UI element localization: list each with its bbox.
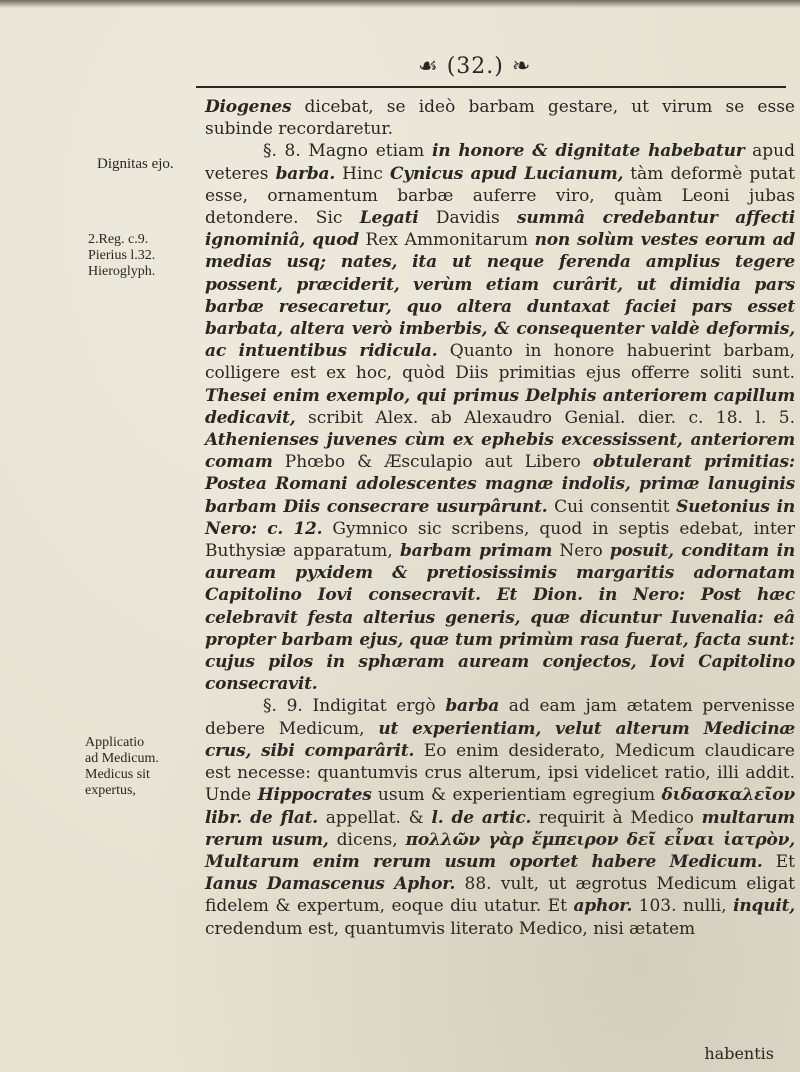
margin-note-dignitas: Dignitas ejo. [97, 156, 174, 172]
text-span: ut experientiam, velut alterum Medicinæ crus, sibi comparârit. [205, 718, 795, 761]
catchword: habentis [704, 1044, 774, 1063]
paragraph-section-8 [205, 140, 795, 695]
text-span: ad eam jam ætatem pervenisse debere Medicum, [205, 696, 795, 739]
text-span: Phœbo & Æsculapio aut Libero [272, 452, 593, 473]
text-span: obtulerant primitias: Postea Romani adolescentes magnæ indolis, primæ lanuginis barbam Diis consecrare usurpârunt. [205, 452, 795, 517]
main-text [205, 96, 795, 940]
margin-note-line: Applicatio [85, 735, 145, 750]
text-span: usum & experientiam egregium [371, 785, 662, 806]
text-span: requirit à Medico [531, 807, 702, 828]
margin-note-line: 2.Reg. c.9. [88, 232, 149, 247]
text-span: §. 8. Magno etiam [263, 141, 432, 162]
margin-note-references [88, 232, 198, 280]
text-span: Cynicus apud Lucianum, [389, 163, 624, 184]
margin-note-line: ad Medicum. [85, 751, 159, 766]
text-span: appellat. & [318, 807, 432, 828]
text-span: Multarum enim rerum usum oportet habere Medicum. [205, 851, 763, 872]
text-span: non solùm vestes eorum ad medias usq; nates, ita ut neque ferenda amplius tegere possent, præciderit, verùm etiam curârit, ut dimidia pars barbæ resecaretur, quo altera duntaxat faciei pars esset barbata, altera verò imberbis, & consequenter valdè deformis, ac intuentibus ridicula. [205, 230, 795, 362]
text-span: Quanto in honore habuerint barbam, colligere est ex hoc, quòd Diis primitias ejus offerre soliti sunt. [205, 341, 796, 384]
text-span: §. 9. Indigitat ergò [263, 696, 446, 717]
text-span: Cui consentit [547, 496, 677, 517]
text-span: in honore & dignitate habebatur [431, 141, 745, 162]
text-span: 103. nulli, [632, 896, 734, 917]
text-span: Hippocrates [257, 785, 372, 806]
text-span: Legati [359, 208, 419, 229]
text-span: inquit, [733, 896, 795, 917]
paragraph-section-9 [205, 695, 795, 939]
text-span: multarum rerum usum, [205, 807, 795, 850]
text-span: posuit, conditam in auream pyxidem & pretiosissimis margaritis adornatam Capitolino Iovi consecravit. Et Dion. in Nero: Post hæc celebravit festa alterius generis, quæ dicuntur Iuvenalia: eâ propter barbam ejus, quæ tum primùm rasa fuerat, facta sunt: cujus pilos in sphæram auream conjectos, Iovi Capitolino consecravit. [205, 541, 796, 695]
page-number-ornament: ☙ (32.) ❧ [418, 54, 532, 79]
text-span: Et [762, 851, 795, 872]
text-span: l. de artic. [431, 807, 532, 828]
text-span: aphor. [573, 896, 633, 917]
text-span: dicens, [328, 829, 406, 850]
text-span: dicebat, se ideò barbam gestare, ut virum se esse subinde recordaretur. [205, 97, 795, 140]
text-span: Nero [552, 541, 610, 562]
text-span: Ianus Damascenus Aphor. [205, 874, 456, 895]
text-span: barbam primam [400, 541, 553, 562]
page-header [196, 50, 786, 90]
margin-note-line: Hieroglyph. [88, 264, 156, 279]
margin-note-line: Pierius l.32. [88, 248, 156, 263]
page-top-edge [0, 0, 800, 8]
text-span: barba [445, 696, 500, 717]
text-span: Diogenes [205, 97, 292, 117]
margin-note-line: expertus, [85, 783, 136, 798]
text-span: Davidis [418, 208, 518, 229]
margin-note-applicatio [85, 735, 205, 799]
text-span: scribit Alex. ab Alexaudro Genial. dier. c. 18. l. 5. [295, 407, 795, 428]
text-span: διδασκαλεῖον libr. de flat. [205, 785, 795, 828]
text-span: barba. [275, 163, 336, 184]
text-span: 88. vult, ut ægrotus Medicum eligat fidelem & expertum, eoque diu utatur. Et [205, 874, 796, 917]
text-span: Gymnico sic scribens, quod in septis edebat, inter Buthysiæ apparatum, [205, 518, 795, 562]
text-span: summâ credebantur affecti ignominiâ, quod [205, 208, 795, 251]
text-span: Eo enim desiderato, Medicum claudicare est necesse: quantumvis crus alterum, ipsi videlicet ratio, illi addit. Unde [205, 740, 795, 806]
header-rule [196, 86, 786, 88]
text-span: Athenienses juvenes cùm ex ephebis excessissent, anteriorem comam [205, 430, 795, 473]
text-span: Hinc [335, 163, 390, 184]
text-span: tàm deformè putat esse, ornamentum barbæ auferre viro, quàm Leoni jubas detondere. Sic [205, 163, 795, 229]
text-span: apud veteres [205, 141, 795, 184]
text-span: Thesei enim exemplo, qui primus Delphis anteriorem capillum dedicavit, [205, 385, 795, 428]
text-span: Rex Ammonitarum [358, 230, 535, 251]
paragraph-diogenes [205, 96, 795, 140]
margin-note-line: Medicus sit [85, 767, 150, 782]
text-span: Suetonius in Nero: c. 12. [205, 496, 795, 539]
text-span: credendum est, quantumvis literato Medico, nisi ætatem [205, 918, 696, 939]
text-span: πολλῶν γὰρ ἔμπειρον δεῖ εἶναι ἰατρὸν, [405, 829, 795, 850]
